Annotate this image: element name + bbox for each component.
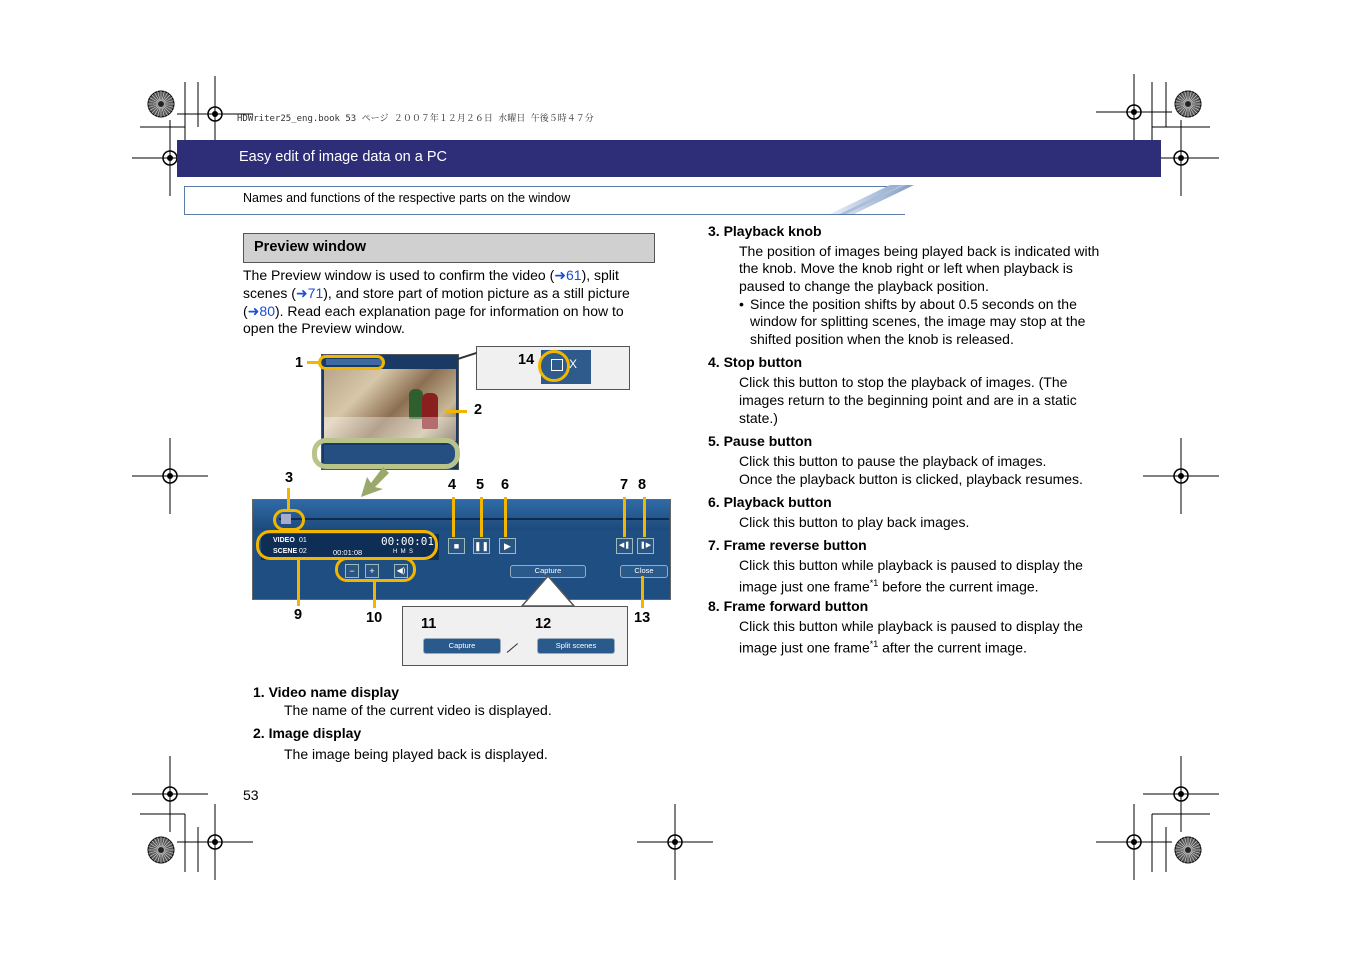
frame-forward-button[interactable]: [637, 538, 654, 554]
video-number: 01: [299, 537, 307, 544]
play-button[interactable]: [499, 538, 516, 554]
chapter-title: Easy edit of image data on a PC: [239, 149, 447, 165]
item-2-title: 2. Image display: [253, 725, 362, 741]
item-3-line-1: The position of images being played back is indicated with: [739, 243, 1100, 259]
item-3-line-3: paused to change the playback position.: [739, 278, 989, 294]
link-page-61[interactable]: ➜61: [554, 267, 582, 283]
callout-line-10: [373, 582, 376, 608]
callout-ring-9: [256, 530, 438, 560]
video-label: VIDEO: [273, 537, 295, 544]
item-8-line-2b: after the current image.: [878, 639, 1027, 656]
label-4: 4: [448, 477, 457, 493]
label-10: 10: [366, 610, 383, 626]
panel-top: [253, 500, 670, 530]
item-8-line-2: [739, 635, 1027, 657]
callout-line-13: [641, 576, 644, 608]
callout-ring-3: [273, 509, 305, 531]
callout-ring-1: [318, 355, 385, 370]
label-11: 11: [421, 616, 437, 632]
scene-label: SCENE: [273, 548, 298, 555]
item-5-line-1: Click this button to pause the playback of images.: [739, 453, 1047, 469]
scene-number: 02: [299, 548, 307, 555]
item-4-line-1: Click this button to stop the playback of images. (The: [739, 374, 1068, 390]
bullet-icon: •: [739, 296, 744, 312]
item-4-line-3: state.): [739, 410, 778, 426]
subtitle-bar-gradient: [830, 185, 915, 215]
section-heading-box: [243, 233, 655, 263]
item-7-line-2a: image just one frame: [739, 578, 870, 595]
label-9: 9: [294, 607, 303, 623]
item-7-line-1: Click this button while playback is paused to display the: [739, 557, 1083, 573]
item-5-title: 5. Pause button: [708, 433, 813, 449]
close-x-icon[interactable]: X: [569, 357, 578, 371]
inset-capture-split: [402, 606, 628, 666]
section-subtitle: Names and functions of the respective parts on the window: [243, 191, 571, 205]
intro-text-2: ), split scenes (: [243, 267, 619, 301]
total-time: 00:01:08: [333, 548, 363, 557]
callout-line-1: [307, 361, 319, 364]
page-number: 53: [243, 787, 259, 803]
pause-button[interactable]: [473, 538, 490, 554]
zoom-arrow-icon: [355, 465, 395, 500]
label-5: 5: [476, 477, 485, 493]
label-6: 6: [501, 477, 510, 493]
section-heading: Preview window: [254, 239, 366, 255]
item-7-line-2b: before the current image.: [878, 578, 1039, 595]
intro-text-3: ), and store part of motion picture as a still picture (: [243, 284, 630, 319]
item-7-footnote-ref: *1: [869, 578, 879, 588]
split-scenes-button[interactable]: Split scenes: [537, 638, 615, 654]
time-units: H M S: [393, 549, 414, 555]
item-8-title: 8. Frame forward button: [708, 598, 869, 614]
callout-ring-14: [538, 350, 570, 382]
callout-line-3: [287, 488, 290, 510]
playback-slider-track: [279, 518, 669, 520]
minus-icon: −: [349, 566, 355, 576]
label-1: 1: [295, 355, 304, 371]
link-page-80[interactable]: ➜80: [247, 302, 275, 319]
current-time: 00:00:01: [381, 535, 434, 548]
item-2-body: The image being played back is displayed.: [284, 746, 548, 762]
label-2: 2: [474, 402, 483, 418]
item-6-line-1: Click this button to play back images.: [739, 514, 970, 530]
play-icon: ▶: [504, 541, 511, 551]
item-5-line-2: Once the playback button is clicked, playback resumes.: [739, 471, 1083, 487]
frame-reverse-icon: ◀❚: [618, 542, 631, 549]
label-7: 7: [620, 477, 629, 493]
intro-text-4: ). Read each explanation page for information on how to open the Preview window.: [243, 302, 624, 337]
capture-button[interactable]: Capture: [510, 565, 586, 578]
callout-line-8: [643, 497, 646, 537]
file-info: HDWriter25_eng.book 53 ページ ２００７年１２月２６日 水曜日 午後５時４７分: [237, 114, 594, 124]
callout-line-9: [297, 560, 300, 606]
frame-reverse-button[interactable]: [616, 538, 633, 554]
close-button[interactable]: Close: [620, 565, 668, 578]
item-8-line-1: Click this button while playback is paused to display the: [739, 618, 1083, 634]
item-1-title: 1. Video name display: [253, 684, 400, 700]
label-12: 12: [535, 616, 552, 632]
item-3-bullet-line-3: shifted position when the knob is released.: [750, 331, 1014, 347]
item-3-line-2: the knob. Move the knob right or left when playback is: [739, 260, 1073, 276]
label-3: 3: [285, 470, 294, 486]
section-subtitle-bar: [184, 186, 905, 215]
callout-line-6: [504, 497, 507, 537]
link-page-71[interactable]: ➜71: [295, 284, 324, 301]
label-8: 8: [638, 477, 647, 493]
item-3-title: 3. Playback knob: [708, 223, 822, 239]
item-4-line-2: images return to the beginning point and are in a static: [739, 392, 1077, 408]
capture-button-inset[interactable]: Capture: [423, 638, 501, 654]
frame-forward-icon: ❚▶: [639, 542, 652, 549]
intro-text-1: The Preview window is used to confirm the video (: [243, 267, 555, 283]
label-13: 13: [634, 610, 651, 626]
item-3-bullet-line-2: window for splitting scenes, the image may stop at the: [750, 313, 1086, 329]
separator-slash: [507, 643, 518, 653]
item-6-title: 6. Playback button: [708, 494, 832, 510]
intro-paragraph: [243, 267, 655, 338]
callout-line-5: [480, 497, 483, 537]
item-7-title: 7. Frame reverse button: [708, 537, 867, 553]
item-1-body: The name of the current video is displayed.: [284, 702, 552, 718]
callout-line-7: [623, 497, 626, 537]
item-8-footnote-ref: *1: [869, 639, 879, 649]
volume-icon: ◀): [396, 566, 406, 575]
label-14: 14: [518, 352, 535, 368]
image-display-thumbnail: [324, 369, 456, 441]
callout-line-4: [452, 497, 455, 537]
stop-button[interactable]: [448, 538, 465, 554]
item-7-line-2: [739, 574, 1039, 596]
plus-icon: +: [369, 566, 375, 576]
chapter-title-bar: [177, 140, 1161, 177]
pause-icon: ❚❚: [474, 541, 490, 551]
item-3-bullet-line-1: Since the position shifts by about 0.5 seconds on the: [750, 296, 1077, 312]
callout-line-2: [445, 410, 467, 413]
inset-gap: [527, 607, 573, 610]
item-8-line-2a: image just one frame: [739, 639, 870, 656]
item-4-title: 4. Stop button: [708, 354, 803, 370]
stop-icon: ■: [453, 541, 460, 551]
